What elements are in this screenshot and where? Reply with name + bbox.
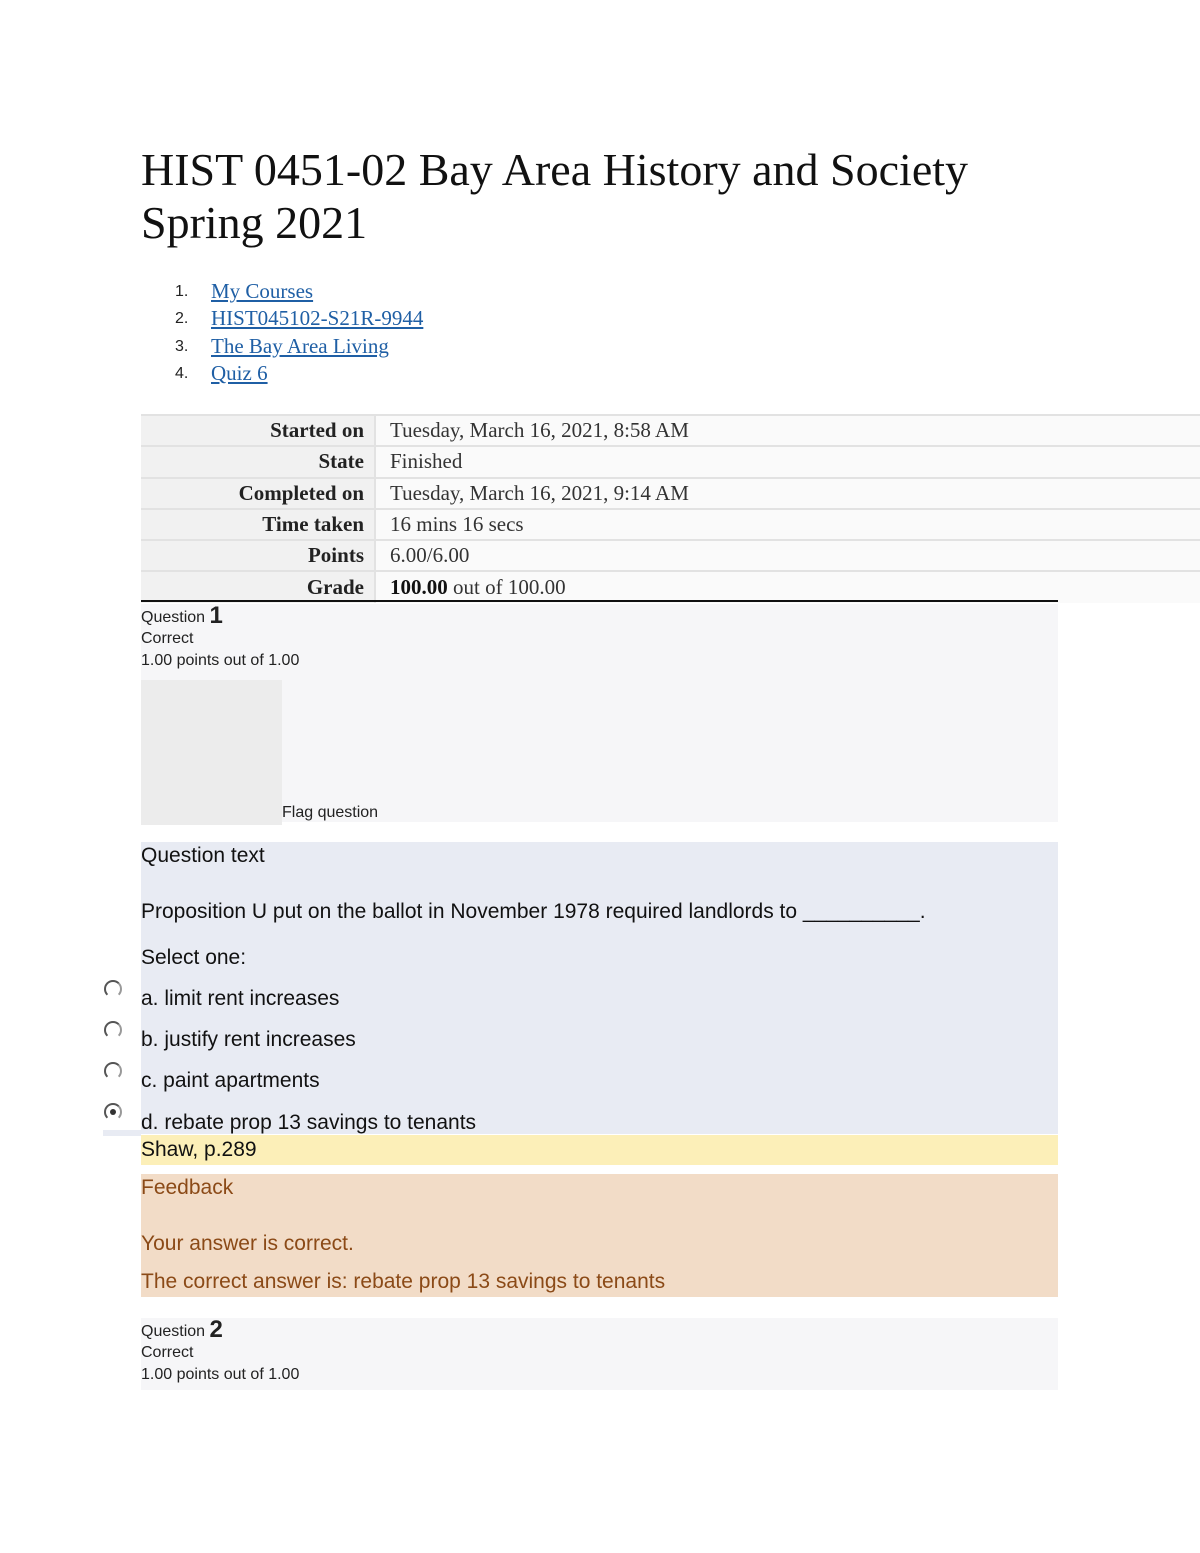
question-text-heading: Question text xyxy=(141,844,265,867)
summary-label: Grade xyxy=(141,571,375,602)
question-prefix: Question xyxy=(141,609,210,626)
breadcrumb-number: 2. xyxy=(175,310,189,328)
question-status: Correct xyxy=(141,1344,194,1361)
radio-button-c[interactable] xyxy=(104,1062,122,1080)
summary-value xyxy=(375,571,1200,602)
breadcrumb xyxy=(141,278,423,387)
question-status: Correct xyxy=(141,630,194,647)
answer-option-c[interactable]: c. paint apartments xyxy=(141,1069,320,1092)
question-points: 1.00 points out of 1.00 xyxy=(141,652,300,669)
question-2-info xyxy=(141,1318,1058,1390)
question-number-value: 1 xyxy=(209,602,223,629)
question-number xyxy=(141,604,1058,628)
radio-button-a[interactable] xyxy=(104,980,122,998)
summary-row-state xyxy=(141,446,1200,477)
summary-row-grade xyxy=(141,571,1200,602)
feedback-heading: Feedback xyxy=(141,1176,234,1199)
breadcrumb-number: 3. xyxy=(175,337,189,355)
breadcrumb-item-course xyxy=(141,305,423,332)
summary-label: Time taken xyxy=(141,509,375,540)
flag-question-link[interactable]: Flag question xyxy=(282,804,379,821)
question-number xyxy=(141,1318,1058,1342)
question-points: 1.00 points out of 1.00 xyxy=(141,1366,300,1383)
title-line-2: Spring 2021 xyxy=(141,197,368,248)
breadcrumb-number: 4. xyxy=(175,364,189,382)
breadcrumb-item-my-courses xyxy=(141,278,423,305)
breadcrumb-link-quiz[interactable]: Quiz 6 xyxy=(211,360,268,385)
summary-divider xyxy=(141,600,1058,602)
breadcrumb-link-my-courses[interactable]: My Courses xyxy=(211,279,314,303)
summary-row-completed xyxy=(141,478,1200,509)
summary-label: State xyxy=(141,446,375,477)
general-feedback: Shaw, p.289 xyxy=(141,1135,1058,1165)
grade-out-of: out of 100.00 xyxy=(447,575,566,600)
breadcrumb-item-quiz xyxy=(141,360,423,387)
grade-score: 100.00 xyxy=(390,575,448,600)
summary-label: Points xyxy=(141,540,375,571)
summary-value: Tuesday, March 16, 2021, 9:14 AM xyxy=(375,478,1200,509)
select-one-prompt: Select one: xyxy=(141,946,247,969)
question-1-content xyxy=(141,842,1058,1134)
flag-icon[interactable] xyxy=(141,680,282,825)
question-1-info xyxy=(141,604,1058,822)
summary-value: 16 mins 16 secs xyxy=(375,509,1200,540)
question-text: Proposition U put on the ballot in November 1978 required landlords to __________. xyxy=(141,900,926,923)
feedback-panel xyxy=(141,1174,1058,1297)
attempt-summary-table xyxy=(141,414,1200,603)
radio-button-d-selected[interactable] xyxy=(104,1103,122,1121)
summary-value: Tuesday, March 16, 2021, 8:58 AM xyxy=(375,415,1200,446)
summary-value: 6.00/6.00 xyxy=(375,540,1200,571)
breadcrumb-number: 1. xyxy=(175,283,189,300)
radio-button-b[interactable] xyxy=(104,1021,122,1039)
answer-option-a[interactable]: a. limit rent increases xyxy=(141,987,340,1010)
feedback-right-answer: The correct answer is: rebate prop 13 savings to tenants xyxy=(141,1270,666,1293)
feedback-correct: Your answer is correct. xyxy=(141,1232,354,1255)
answer-option-d[interactable]: d. rebate prop 13 savings to tenants xyxy=(141,1111,477,1134)
answer-option-b[interactable]: b. justify rent increases xyxy=(141,1028,356,1051)
title-line-1: HIST 0451-02 Bay Area History and Society xyxy=(141,144,969,195)
breadcrumb-link-section[interactable]: The Bay Area Living xyxy=(211,333,389,358)
page-title xyxy=(141,143,1141,249)
breadcrumb-link-course[interactable]: HIST045102-S21R-9944 xyxy=(211,306,424,331)
summary-row-time-taken xyxy=(141,509,1200,540)
question-number-value: 2 xyxy=(209,1316,223,1343)
summary-label: Completed on xyxy=(141,478,375,509)
summary-row-started xyxy=(141,415,1200,446)
radio-strip xyxy=(103,1130,141,1136)
breadcrumb-item-section xyxy=(141,333,423,360)
question-prefix: Question xyxy=(141,1323,210,1340)
summary-value: Finished xyxy=(375,446,1200,477)
summary-label: Started on xyxy=(141,415,375,446)
summary-row-points xyxy=(141,540,1200,571)
